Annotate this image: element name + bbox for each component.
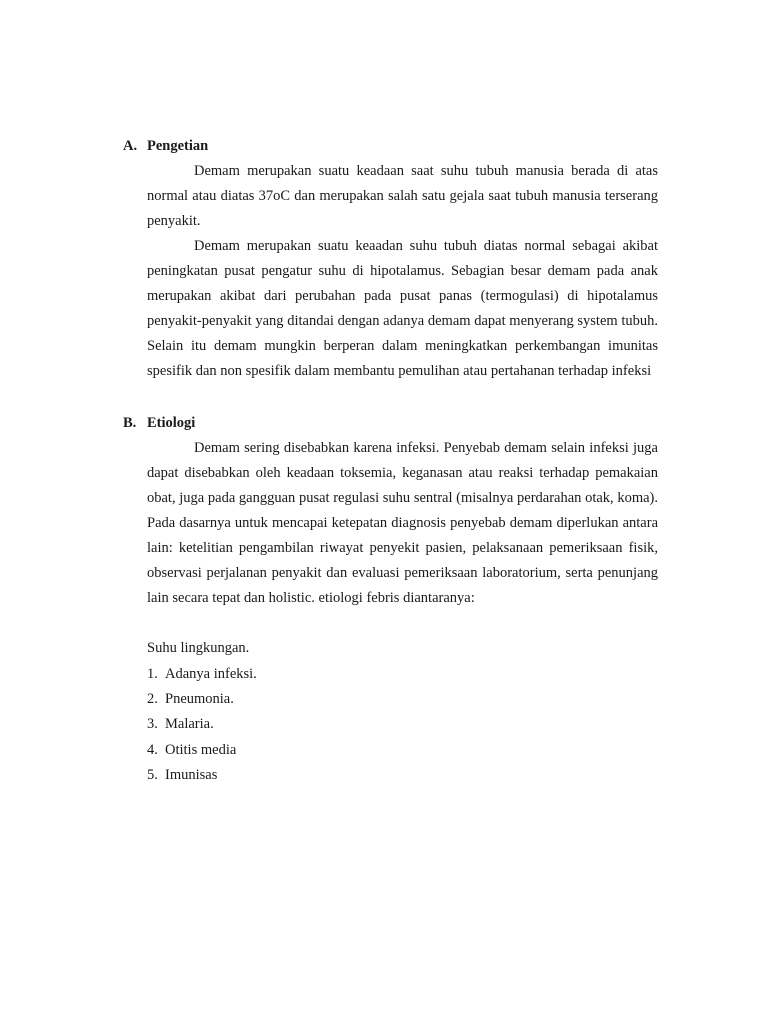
paragraph-definition-1: Demam merupakan suatu keadaan saat suhu tubuh manusia berada di atas normal atau diatas 37oC dan merupakan salah satu gejala saat tubuh manusia terserang penyakit.	[147, 163, 658, 229]
paragraph-definition-2: Demam merupakan suatu keaadan suhu tubuh diatas normal sebagai akibat peningkatan pusat pengatur suhu di hipotalamus. Sebagian besar demam pada anak merupakan akibat dari perubahan pada pusat panas (termogulasi) di hipotalamus penyakit-penyakit yang ditandai dengan adanya demam dapat menyerang system tubuh. Selain itu demam mungkin berperan dalam meningkatkan perkembangan imunitas spesifik dan non spesifik dalam membantu pemulihan atau pertahanan terhadap infeksi	[147, 238, 658, 379]
section-letter: A.	[123, 138, 138, 154]
list-text: Imunisas	[165, 767, 218, 783]
section-heading-a	[123, 136, 208, 156]
list-text: Pneumonia.	[165, 691, 234, 707]
list-number: 1.	[147, 666, 158, 682]
section-title: Pengetian	[147, 138, 209, 154]
list-item	[147, 740, 236, 760]
list-number: 5.	[147, 767, 158, 783]
list-item	[147, 714, 214, 734]
etiology-intro-line: Suhu lingkungan.	[147, 640, 250, 656]
list-number: 3.	[147, 716, 158, 732]
list-text: Malaria.	[165, 716, 214, 732]
list-text: Adanya infeksi.	[165, 666, 257, 682]
list-item	[147, 664, 257, 684]
paragraph-etiology: Demam sering disebabkan karena infeksi. Penyebab demam selain infeksi juga dapat disebabkan oleh keadaan toksemia, keganasan atau reaksi terhadap pemakaian obat, juga pada gangguan pusat regulasi suhu sentral (misalnya perdarahan otak, koma). Pada dasarnya untuk mencapai ketepatan diagnosis penyebab demam diperlukan antara lain: ketelitian pengambilan riwayat penyekit pasien, pelaksanaan pemeriksaan fisik, observasi perjalanan penyakit dan evaluasi pemeriksaan laboratorium, serta penunjang lain secara tepat dan holistic. etiologi febris diantaranya:	[147, 440, 658, 606]
list-text: Otitis media	[165, 742, 237, 758]
list-number: 2.	[147, 691, 158, 707]
list-item	[147, 765, 217, 785]
list-number: 4.	[147, 742, 158, 758]
section-title: Etiologi	[147, 415, 196, 431]
list-item	[147, 689, 234, 709]
section-letter: B.	[123, 415, 137, 431]
section-heading-b	[123, 413, 195, 433]
